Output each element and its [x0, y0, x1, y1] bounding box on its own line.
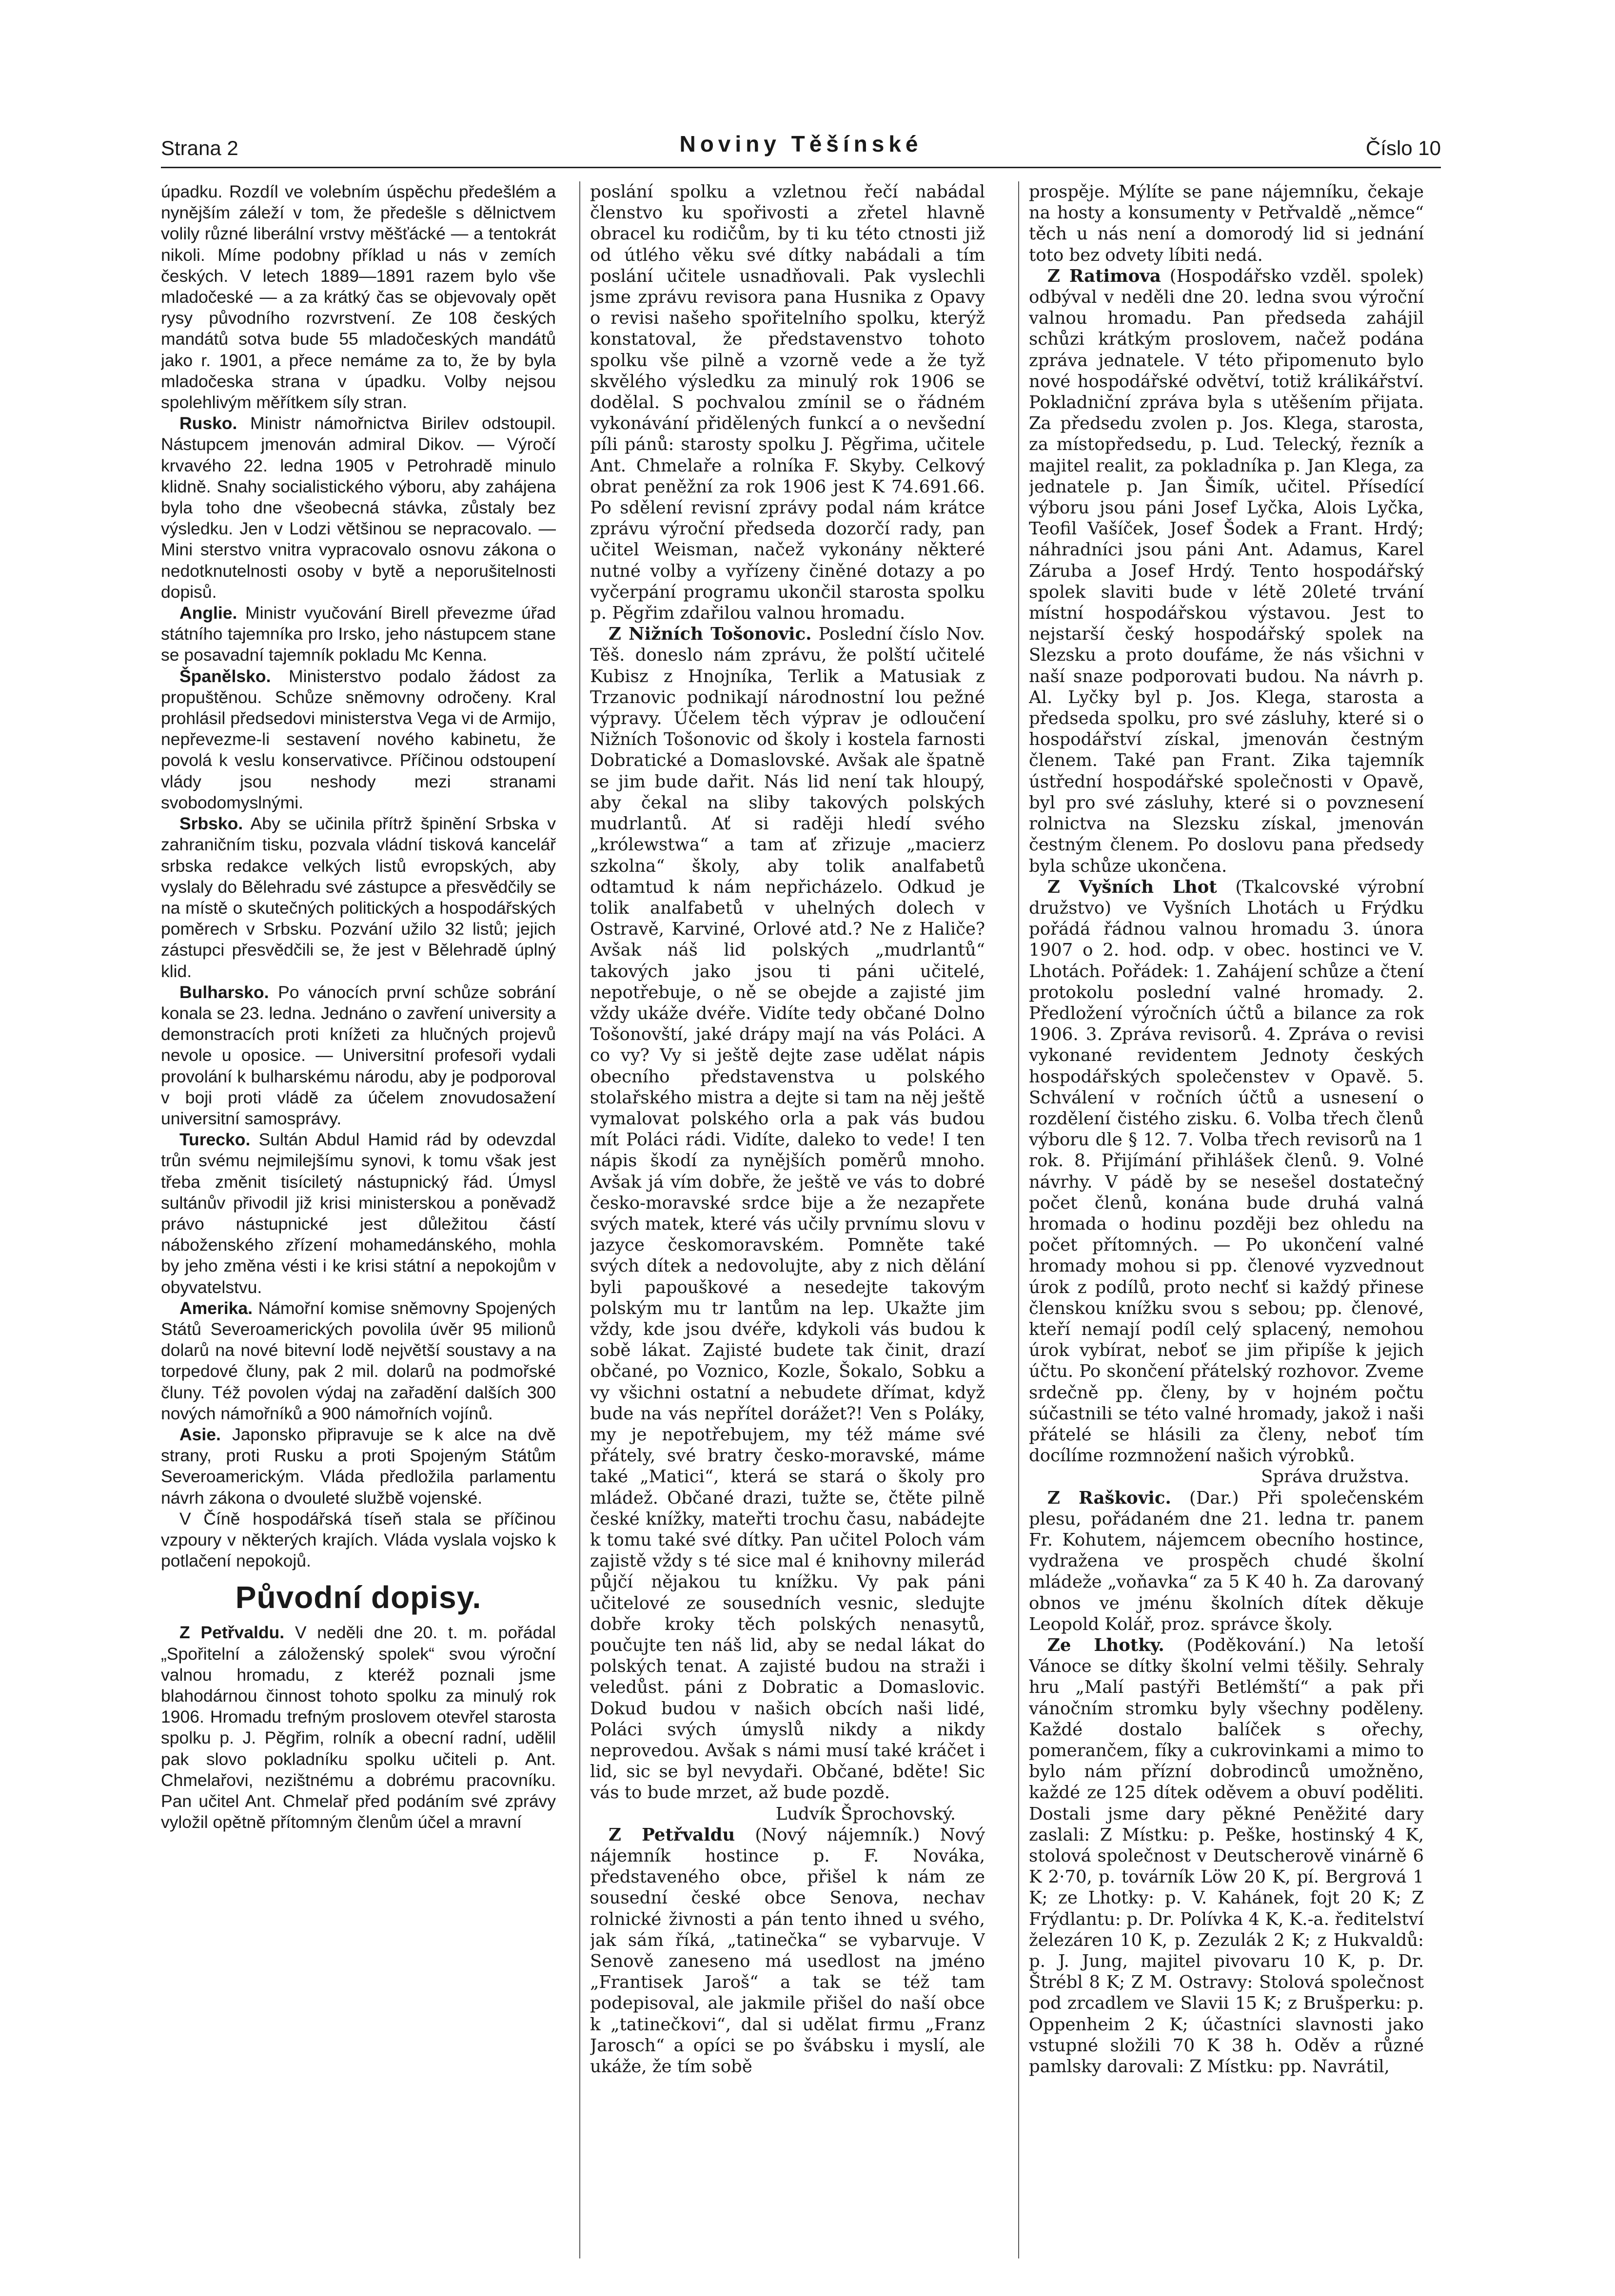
- column-1: [161, 181, 556, 2258]
- item-label: Z Petřvaldu.: [179, 1623, 285, 1643]
- item-text: (Nový nájemník.) Nový nájemník hostince p. F. Nováka, představeného obce, přišel k nám ze sousední české obce Senova, nechav rolnické živnosti a pán tento ihned u svého, jak sám říká, „tatinečka“ se vybarvuje. V Senově zaneseno má usedlost na jméno „Frantisek Jaroš“ a tak se též tam podepisoval, ale jakmile přišel do naší obce k „tatinečkovi“, dal si udělat firmu „Franz Jarosch“ a opíci se po švábsku i myslí, ale ukáže, že tím sobě: [590, 1825, 985, 2077]
- item-text: Námořní komise sněmovny Spojených Států Severoamerických povolila úvěr 95 milionů dolarů na nové bitevní lodě největší soustavy a na torpedové čluny, pak 2 mil. dolarů na podmořské čluny. Též povolen výdaj na zařadění dalších 300 nových námořníků a 900 námořních vojínů.: [161, 1298, 556, 1423]
- item-text: Ministr vyučování Birell převezme úřad státního tajemníka pro Irsko, jeho nástupcem stane se posavadní tajemník pokladu Mc Kenna.: [161, 603, 556, 665]
- news-item: [161, 982, 556, 1129]
- news-item: [161, 813, 556, 982]
- item-text: (Tkalcovské výrobní družstvo) ve Vyšních Lhotách u Frýdku pořádá řádnou valnou hromadu 3. února 1907 o 2. hod. odp. v obec. hostinci ve V. Lhotách. Pořádek: 1. Zahájení schůze a čtení protokolu poslední valné hromady. 2. Předložení výročních účtů a bilance za rok 1906. 3. Zpráva revisorů. 4. Zpráva o revisi vykonané revidentem Jednoty českých hospodářských společenstev v Opavě. 5. Schválení v ročních účtů a usnesení o rozdělení čistého zisku. 6. Volba třech členů výboru dle § 12. 7. Volba třech revisorů na 1 rok. 8. Přijímání přihlášek členů. 9. Volné návrhy. V pádě by se nesešel dostatečný počet členů, konána bude druhá valná hromada o hodinu později bez ohledu na počet přítomných. — Po ukončení valné hromady mohou si pp. členové vyzvednout úrok z podílů, proto nechť si každý přinese členskou knížku svou s sebou; pp. členové, kteří nemají podíl celý splacený, nemohou úrok vybírat, neboť se jim připíše k jejich účtu. Po skončení přátelský rozhovor. Zveme srdečně pp. členy, by v hojném počtu súčastnili se této valné hromady, jakož i naši přátelé se hlásili za členy, neboť tím docílíme rozmnožení našich výrobků.: [1029, 877, 1424, 1466]
- item-label: Z Vyšních Lhot: [1047, 877, 1217, 897]
- item-label: Z Raškovic.: [1047, 1488, 1171, 1508]
- letter-item: [590, 624, 985, 1803]
- letter-item: [1029, 1635, 1424, 2077]
- item-text: Sultán Abdul Hamid rád by odevzdal trůn svému nejmilejšímu synovi, k tomu však jest třeba změnit tisíciletý nástupnický řád. Úmysl sultánův přivodil již krisi ministerskou a poněvadž právo nástupnické jest důležitou částí náboženského zřízení mohamedánského, mohla by jeho změna vésti i ke krisi státní a nepokojům v obyvatelstvu.: [161, 1130, 556, 1297]
- column-divider: [1018, 181, 1019, 2258]
- issue-number: Číslo 10: [1365, 137, 1441, 159]
- article-text: úpadku. Rozdíl ve volebním úspěchu předešlém a nynějším záleží v tom, že předešle s dělnictvem volily různé liberální vrstvy měšťácké — a tentokrát nikoli. Míme podobny příklad u nás v zemích českých. V letech 1889—1891 razem bylo vše mladočeské — a za krátký čas se objevovaly opět rysy původního rozvrstvení. Ze 108 českých mandátů sotva bude 55 mladočeských mandátů jako r. 1901, a přece nemáme za to, že by byla mladočeska strana v úpadku. Volby nejsou spolehlivým měřítkem síly stran.: [161, 182, 556, 412]
- item-label: Amerika.: [179, 1298, 253, 1318]
- letter-item: [161, 1622, 556, 1833]
- news-item: [161, 413, 556, 603]
- news-item: [161, 603, 556, 666]
- item-text: (Dar.) Při společenském plesu, pořádaném dne 21. ledna tr. panem Fr. Kohutem, nájemcem obecního hostince, vydražena ve prospěch chudé školní mládeže „voňavka“ za 5 K 40 h. Za darovaný obnos ve jménu školních dítek děkuje Leopold Kolář, proz. správce školy.: [1029, 1488, 1424, 1634]
- item-label: Srbsko.: [179, 814, 243, 834]
- signature: Správa družstva.: [1261, 1467, 1409, 1487]
- letter-item: [1029, 1488, 1424, 1635]
- item-label: Bulharsko.: [179, 982, 269, 1002]
- letter-item: [1029, 266, 1424, 877]
- page-header: [161, 131, 1441, 165]
- item-text: (Poděkování.) Na letoší Vánoce se dítky školní velmi těšily. Sehraly hru „Malí pastýři Betlémští“ a pak při vánočním stromku byly všechny poděleny. Každé dostalo balíček s ořechy, pomerančem, fíky a cukrovinkami a mimo to bylo nám přízní dobrodinců umožněno, každé ze 125 dítek oděvem a obuví poděliti. Dostali jsme dary pěkné Peněžité dary zaslali: Z Místku: p. Peške, hostinský 4 K, stolová společnost v Deutscherově vinárně 6 K 2·70, p. továrník Löw 20 K, pí. Bergrová 1 K; ze Lhotky: p. V. Kahánek, fojt 20 K; Z Frýdlantu: p. Dr. Polívka 4 K, K.-a. ředitelství železáren 10 K, p. Zezulák 2 K; z Hukvaldů: p. J. Jung, majitel pivovaru 10 K, p. Dr. Štrébl 8 K; Z M. Ostravy: Stolová společnost pod zrcadlem ve Slavii 15 K; z Brušperku: p. Oppenheim 2 K; účastníci slavnosti jako vstupné složili 70 K 38 h. Oděv a různé pamlsky darovali: Z Místku: pp. Navrátil,: [1029, 1635, 1424, 2077]
- column-2: [590, 181, 985, 2258]
- item-label: Španělsko.: [179, 666, 271, 686]
- item-label: Z Petřvaldu: [609, 1825, 735, 1845]
- item-label: Turecko.: [179, 1130, 251, 1150]
- item-text: Poslední číslo Nov. Těš. doneslo nám zprávu, že polští učitelé Kubisz z Hnojníka, Terlik a Matusiak z Trzanovic podnikají národnostní lou pežné výpravy. Účelem těch výprav je odloučení Nižních Tošonovic od školy i kostela farnosti Dobratické a Domaslovské. Avšak ale špatně se jim bude dařit. Nás lid není tak hloupý, aby čekal na sliby takových polských mudrlantů. Ať si raději hledí svého „królewstwa“ a tam ať zřizuje „macierz szkolna“ školy, aby tolik analfabetů odtamtud k nám nepřicházelo. Odkud je tolik analfabetů v uhelných dolech v Ostravě, Karviné, Orlové atd.? Ne z Haliče? Avšak náš lid polských „mudrlantů“ takových jako jsou ti páni učitelé, nepotřebuje, o ně se obejde a zajisté jim vždy ukáže dvéře. Vidíte tedy občané Dolno Tošonovští, jaké drápy mají na vás Poláci. A co vy? Vy si ještě dejte zase udělat nápis obecního představenstva u polského stolařského mistra a dejte si tam na něj ještě vymalovat polského orla a pak vás budou mít Poláci rádi. Vidíte, daleko to vede! I ten nápis škodí za nynějších poměrů mnoho. Avšak já vím dobře, že ještě ve vás to dobré česko-moravské srdce bije a že nezapřete svých matek, které vás učily prvnímu slovu v jazyce českomoravském. Pomněte také svých dítek a nedovolujte, aby z nich dělání byli papouškové a nesedejte takovým polským mu tr lantům na lep. Ukažte jim vždy, kde jsou dvéře, kdykoli vás budou k sobě lákat. Zajisté budete tak činit, drazí občané, po Voznico, Kozle, Šokalo, Sobku a vy všichni ostatní a nebudete dřímat, když bude na vás nepřítel dorážet?! Ven s Poláky, my je nepotřebujem, my též máme své přátely, své bratry česko-moravské, máme také „Matici“, která se stará o školy pro mládež. Občané drazi, tužte se, čtěte pilně české knížky, mateřti trochu času, nabádejte k tomu také své dítky. Pan učitel Poloch vám zajistě vždy s té sice mal é knihovny milerád půjčí nějakou tu knížku. Vy pak páni učitelové ze sousedních vesnic, sledujte dobře kroky těch polských nenasytů, poučujte ten náš lid, aby se nedal lákat do polských tenat. A zajisté budou na straži i veledůst. páni z Dobratic a Domaslovic. Dokud budou v našich obcích naši lidé, Poláci svých úmyslů nikdy a nikdy neprovedou. Avšak s námi musí také kráčet i lid, sic se byl nevydaři. Občané, bděte! Sic vás to bude mrzet, až bude pozdě.: [590, 624, 985, 1803]
- item-text: Ministr námořnictva Birilev odstoupil. Nástupcem jmenován admiral Dikov. — Výročí krvavého 22. ledna 1905 v Petrohradě minulo klidně. Snahy socialistického výboru, aby zahájena byla toho dne všeobecná stávka, zůstaly bez výsledku. Jen v Lodzi většinou se nepracovalo. — Mini sterstvo vnitra vypracovalo osnovu zákona o nedotknutelnosti osoby v bytě a neporušitelnosti dopisů.: [161, 413, 556, 602]
- item-text: Aby se učinila přítrž špinění Srbska v zahraničním tisku, pozvala vládní tisková kancelář srbska redakce velkých listů evropských, aby vyslaly do Bělehradu své zástupce a přesvědčily se na místě o skutečných politických a hospodářských poměrech v Srbsku. Pozvání užilo 32 listů; jejich zástupci přesvědčili se, že jest v Bělehradě úplný klid.: [161, 814, 556, 981]
- header-rule: [161, 167, 1441, 168]
- letter-item: [590, 1825, 985, 2077]
- item-label: Rusko.: [179, 413, 237, 433]
- page-number: Strana 2: [161, 137, 238, 159]
- news-item: [161, 1129, 556, 1298]
- item-text: Ministerstvo podalo žádost za propuštěnou. Schůze sněmovny odročeny. Kral prohlásil předsedovi ministerstva Vega vi de Armijo, nepřevezme-li sestavení nového kabinetu, že povolá k veslu konservativce. Příčinou odstoupení vlády jsou neshody mezi stranami svobodomyslnými.: [161, 666, 556, 812]
- column-divider: [579, 181, 580, 2258]
- news-item: [161, 666, 556, 813]
- item-text: (Hospodářsko vzděl. spolek) odbýval v neděli dne 20. ledna svou výroční valnou hromadu. Pan předseda zahájil schůzi krátkým proslovem, načež podána zpráva jednatele. V této připomenuto bylo nové hospodářské odvětví, totiž králikářství. Pokladniční zpráva byla s utěšením přijata. Za předsedu zvolen p. Jos. Klega, starosta, za místopředsedu, p. Lud. Telecký, řezník a majitel realit, za pokladníka p. Jan Klega, za jednatele p. Jan Šimík, učitel. Přísedící výboru jsou páni Josef Lyčka, Alois Lyčka, Teofil Vašíček, Josef Šodek a Frant. Hrdý; náhradníci jsou páni Ant. Adamus, Karel Záruba a Josef Hrdý. Tento hospodářský spolek slaviti bude v létě 20leté trvání místní hospodářskou výstavou. Jest to nejstarší český hospodářský spolek na Slezsku a proto doufáme, že nás všichni v naší snaze podporovati budou. Na návrh p. Al. Lyčky byl p. Jos. Klega, starosta a předseda spolku, pro své zásluhy, které si o hospodářství získal, jmenován čestným členem. Také pan Frant. Zika tajemník ústřední hospodářské společnosti v Opavě, byl pro své zásluhy, které si o povznesení rolnictva na Slezsku získal, jmenován čestným členem. Po doslovu pana předsedy byla schůze ukončena.: [1029, 266, 1424, 876]
- item-label: Anglie.: [179, 603, 237, 623]
- item-text: Po vánocích první schůze sobrání konala se 23. ledna. Jednáno o zavření university a demonstracích proti knížeti za hlučných projevů nevole u oposice. — Universitní profesoři vydali provolání k bulharskému národu, aby je podporoval v boji proti vládě za účelem znovudosažení universitní samosprávy.: [161, 982, 556, 1128]
- article-text: poslání spolku a vzletnou řečí nabádal členstvo ku spořivosti a zřetel hlavně obracel ku rodičům, by ti ku této ctnosti již od útlého věku své dítky nabádali a tím poslání učitele usnadňovali. Pak vyslechli jsme zprávu revisora pana Husnika z Opavy o revisi našeho spořitelního spolku, kterýž konstatoval, že představenstvo tohoto spolku vše pilně a vzorně vede a že tyž skvělého výsledku za minulý rok 1906 se dodělal. S pochvalou zmínil se o řádném vykonávání přidělených funkcí a o nevšední píli pánů: starosty spolku J. Pěgřima, učitele Ant. Chmelaře a rolníka F. Skyby. Celkový obrat peněžní za rok 1906 jest K 74.691.66. Po sdělení revisní zprávy podal nám krátce zprávu výroční předseda dozorčí rady, pan učitel Weisman, načež vykonány některé nutné volby a vyřízeny činěné dotazy a po vyčerpání programu ukončil starosta spolku p. Pěgřim zdařilou valnou hromadu.: [590, 182, 985, 624]
- news-item: V Číně hospodářská tíseň stala se příčinou vzpoury v některých krajích. Vláda vyslala vojsko k potlačení nepokojů.: [161, 1509, 556, 1571]
- item-text: V neděli dne 20. t. m. pořádal „Spořitelní a záloženský spolek“ svou výroční valnou hromadu, z kteréž poznali jsme blahodárnou činnost tohoto spolku za minulý rok 1906. Hromadu trefným proslovem otevřel starosta spolku p. J. Pěgřim, rolník a obecní radní, udělil pak slovo pokladníku spolku učiteli p. Ant. Chmelařovi, nezištnému a dobrému pracovníku. Pan učitel Ant. Chmelař před podáním své zprávy vyložil opětně přítomným členům účel a mravní: [161, 1623, 556, 1832]
- item-label: Asie.: [179, 1424, 221, 1444]
- news-item: [161, 1424, 556, 1509]
- author-signature: Ludvík Šprochovský.: [775, 1804, 956, 1824]
- article-text: prospěje. Mýlíte se pane nájemníku, čekaje na hosty a konsumenty v Petřvaldě „němce“ těch u nás není a domorodý lid si jednání toto bez odvety líbiti nedá.: [1029, 182, 1424, 265]
- item-label: Ze Lhotky.: [1047, 1635, 1164, 1656]
- column-3: [1029, 181, 1424, 2258]
- letter-item: [1029, 877, 1424, 1467]
- item-label: Z Nižních Tošonovic.: [609, 624, 812, 645]
- newspaper-title: Noviny Těšínské: [679, 131, 923, 157]
- item-label: Z Ratimova: [1047, 266, 1161, 286]
- news-item: [161, 1298, 556, 1424]
- section-heading: Původní dopisy.: [235, 1580, 482, 1615]
- item-text: Japonsko připravuje se k alce na dvě strany, proti Rusku a proti Spojeným Státům Severoamerickým. Vláda předložila parlamentu návrh zákona o dvouleté službě vojenské.: [161, 1424, 556, 1508]
